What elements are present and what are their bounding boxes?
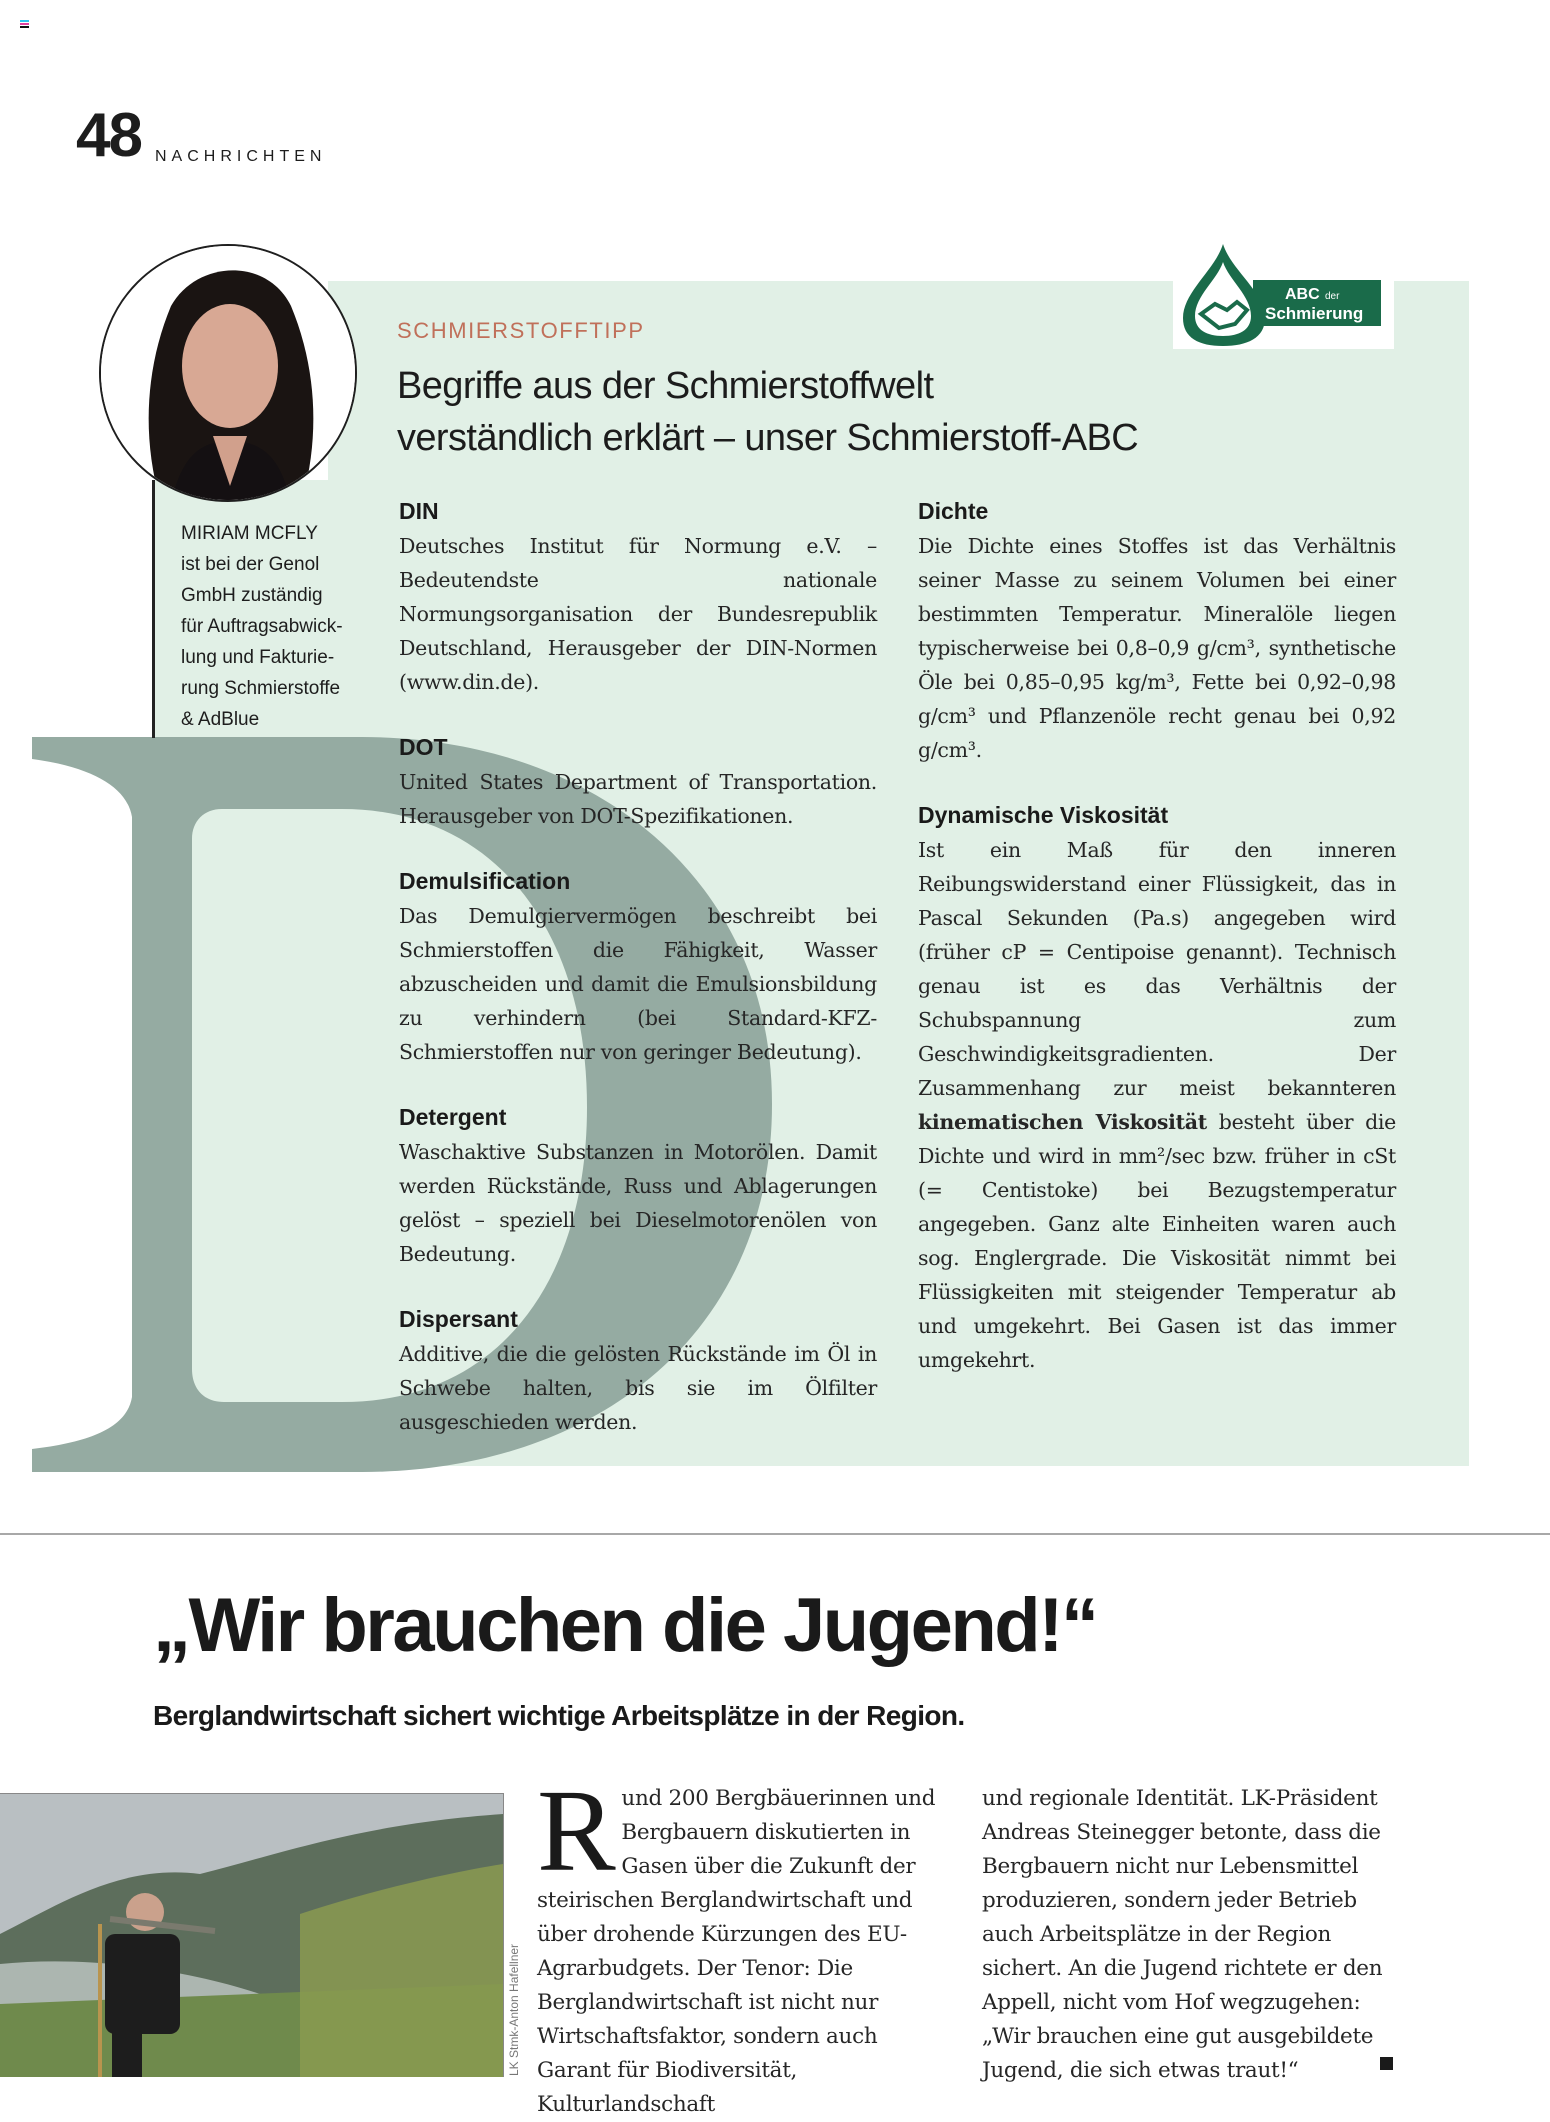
headline-line: verständlich erklärt – unser Schmierstoff-ABC bbox=[397, 417, 1139, 459]
term-title: Demulsification bbox=[399, 868, 571, 894]
term-title: DIN bbox=[399, 498, 439, 524]
article-column-1 bbox=[537, 1765, 957, 2122]
author-name: MIRIAM MCFLY bbox=[181, 523, 318, 544]
term-entry-dynamische-viskositaet bbox=[918, 799, 1396, 1377]
author-bio-line: GmbH zuständig bbox=[181, 585, 323, 606]
article-separator bbox=[0, 1533, 1550, 1535]
author-bio-line: rung Schmierstoffe bbox=[181, 678, 341, 699]
article-end-mark-icon bbox=[1380, 2057, 1393, 2070]
author-caption bbox=[181, 518, 371, 735]
svg-text:ABC: ABC bbox=[1285, 286, 1320, 303]
page-number: 48 bbox=[76, 101, 141, 170]
term-entry-detergent bbox=[399, 1101, 877, 1271]
term-title: Detergent bbox=[399, 1104, 507, 1130]
article-text: und 200 Bergbäuerinnen und Bergbauern diskutierten in Gasen über die Zukunft der steirischen Berglandwirtschaft und über drohende Kürzungen des EU-Agrarbudgets. Der Tenor: Die Berglandwirtschaft ist nicht nur Wirtschaftsfaktor, sondern auch Garant für Biodiversität, Kulturlandschaft bbox=[537, 1786, 936, 2117]
oil-drop-handshake-icon bbox=[1173, 240, 1394, 349]
term-definition: Ist ein Maß für den inneren Reibungswiderstand einer Flüssigkeit, das in Pascal Sekunden (Pa.s) angegeben wird (früher cP = Centipoise genannt). Technisch genau ist es das Verhältnis der Schubspannung zum Geschwindigkeitsgradienten. Der Zusammenhang zur meist bekannteren kinematischen Viskosität besteht über die Dichte und wird in mm²/sec bzw. früher in cSt (= Centistoke) bei Bezugstemperatur angegeben. Ganz alte Einheiten waren auch sog. Englergrade. Die Viskosität nimmt bei Flüssigkeiten mit steigender Temperatur ab und umgekehrt. Bei Gasen ist das immer umgekehrt. bbox=[918, 838, 1396, 1372]
svg-text:der: der bbox=[1325, 291, 1340, 302]
term-definition: Deutsches Institut für Normung e.V. – Bedeutendste nationale Normungsorganisation der Bundesrepublik Deutschland, Herausgeber der DIN-Normen (www.din.de). bbox=[399, 534, 877, 694]
term-entry-dot bbox=[399, 731, 877, 833]
term-title: DOT bbox=[399, 734, 448, 760]
term-title: Dispersant bbox=[399, 1306, 518, 1332]
article-photo bbox=[0, 1793, 504, 2077]
drop-cap: R bbox=[537, 1765, 616, 1896]
author-bio-line: ist bei der Genol bbox=[181, 554, 320, 575]
term-title: Dichte bbox=[918, 498, 989, 524]
section-label: NACHRICHTEN bbox=[155, 148, 327, 165]
photo-credit: LK Stmk-Anton Hafellner bbox=[507, 1943, 521, 2076]
term-entry-demulsification bbox=[399, 865, 877, 1069]
article-text: und regionale Identität. LK-Präsident Andreas Steinegger betonte, dass die Bergbauern nicht nur Lebensmittel produzieren, sondern jeder Betrieb auch Arbeitsplätze in der Region sichert. An die Jugend richtete er den Appell, nicht vom Hof wegzugehen: „Wir brauchen eine gut ausgebildete Jugend, die sich etwas traut!“ bbox=[982, 1786, 1383, 2083]
kicker: SCHMIERSTOFFTIPP bbox=[397, 318, 645, 343]
term-definition: Die Dichte eines Stoffes ist das Verhältnis seiner Masse zu seinem Volumen bei einer bestimmten Temperatur. Mineralöle liegen typischerweise bei 0,8–0,9 g/cm³, synthetische Öle bei 0,85–0,95 kg/m³, Fette bei 0,92–0,98 g/cm³ und Pflanzenöle recht genau bei 0,92 g/cm³. bbox=[918, 534, 1396, 762]
author-bio-line: & AdBlue bbox=[181, 709, 260, 730]
term-definition: Additive, die die gelösten Rückstände im Öl in Schwebe halten, bis sie im Ölfilter ausgeschieden werden. bbox=[399, 1342, 877, 1434]
author-bio-line: für Auftragsabwick- bbox=[181, 616, 343, 637]
svg-text:Schmierung: Schmierung bbox=[1265, 304, 1364, 323]
print-registration-mark bbox=[20, 20, 29, 28]
terms-column-left bbox=[399, 495, 877, 1471]
article-column-2 bbox=[982, 1782, 1402, 2088]
headline-line: Begriffe aus der Schmierstoffwelt bbox=[397, 365, 934, 407]
author-divider-line bbox=[152, 480, 155, 738]
term-entry-din bbox=[399, 495, 877, 699]
term-definition: Waschaktive Substanzen in Motorölen. Damit werden Rückstände, Russ und Ablagerungen gelöst – speziell bei Dieselmotorenölen von Bedeutung. bbox=[399, 1140, 877, 1266]
author-bio-line: lung und Fakturie- bbox=[181, 647, 335, 668]
term-entry-dispersant bbox=[399, 1303, 877, 1439]
terms-column-right bbox=[918, 495, 1396, 1409]
term-entry-dichte bbox=[918, 495, 1396, 767]
term-title: Dynamische Viskosität bbox=[918, 802, 1169, 828]
term-definition: Das Demulgiervermögen beschreibt bei Schmierstoffen die Fähigkeit, Wasser abzuscheiden und damit die Emulsionsbildung zu verhindern (bei Standard-KFZ-Schmierstoffen nur von geringer Bedeutung). bbox=[399, 904, 877, 1064]
article-subtitle: Berglandwirtschaft sichert wichtige Arbeitsplätze in der Region. bbox=[153, 1700, 965, 1731]
term-emphasis: kinematischen Viskosität bbox=[918, 1110, 1207, 1134]
article-title: „Wir brauchen die Jugend!“ bbox=[153, 1583, 1097, 1668]
abc-der-schmierung-logo bbox=[1173, 240, 1394, 349]
term-definition: United States Department of Transportation. Herausgeber von DOT-Spezifikationen. bbox=[399, 770, 877, 828]
headline bbox=[397, 360, 1138, 464]
author-photo bbox=[99, 244, 357, 502]
